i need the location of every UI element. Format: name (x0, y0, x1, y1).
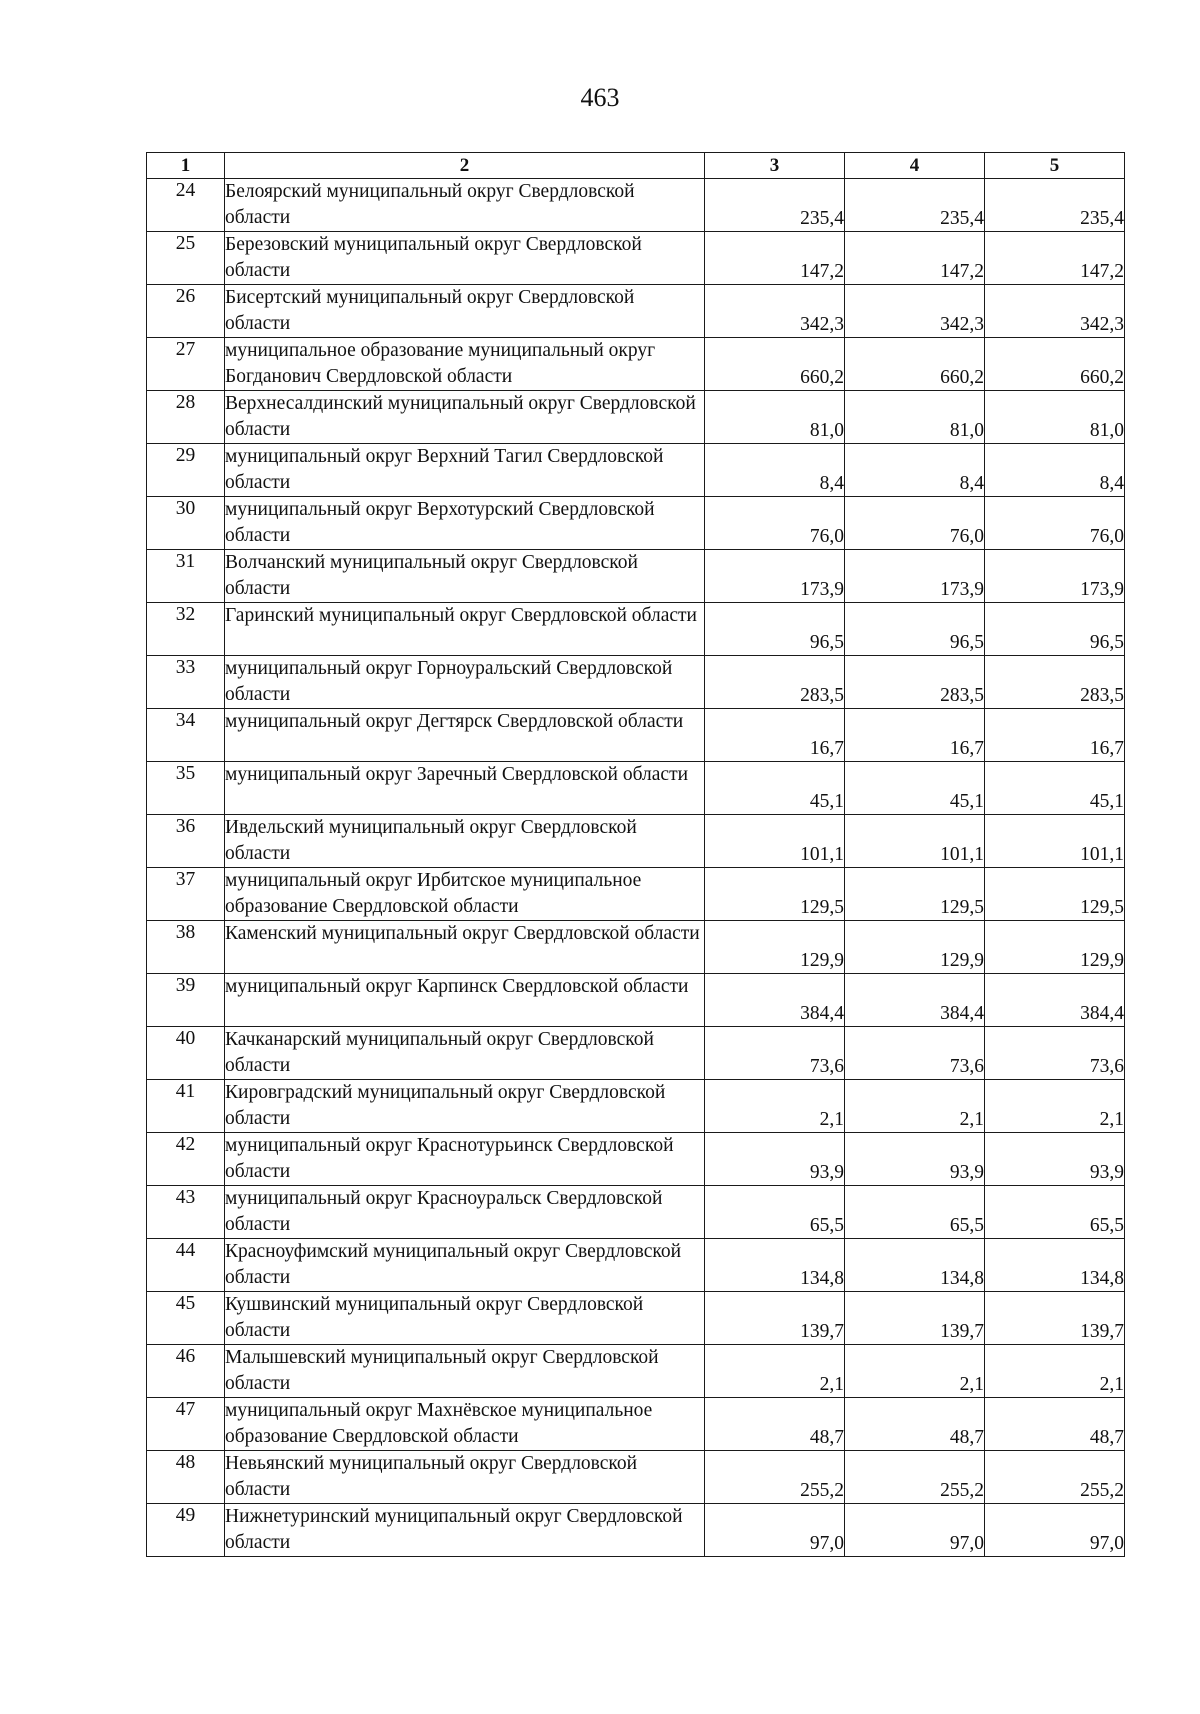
value-col-4: 73,6 (845, 1027, 985, 1080)
column-header-4: 4 (845, 153, 985, 179)
row-number: 34 (147, 709, 225, 762)
value-col-3: 81,0 (705, 391, 845, 444)
value-col-4: 96,5 (845, 603, 985, 656)
value-col-5: 73,6 (985, 1027, 1125, 1080)
row-number: 43 (147, 1186, 225, 1239)
municipality-name: Каменский муниципальный округ Свердловской области (225, 921, 705, 974)
table-row (147, 815, 1125, 868)
municipality-name: муниципальный округ Верхний Тагил Свердловской области (225, 444, 705, 497)
row-number: 28 (147, 391, 225, 444)
value-col-5: 2,1 (985, 1080, 1125, 1133)
value-col-5: 342,3 (985, 285, 1125, 338)
row-number: 31 (147, 550, 225, 603)
value-col-5: 93,9 (985, 1133, 1125, 1186)
row-number: 44 (147, 1239, 225, 1292)
table-row (147, 1345, 1125, 1398)
value-col-5: 384,4 (985, 974, 1125, 1027)
municipality-name: муниципальный округ Заречный Свердловской области (225, 762, 705, 815)
municipality-name: муниципальное образование муниципальный округ Богданович Свердловской области (225, 338, 705, 391)
value-col-4: 8,4 (845, 444, 985, 497)
value-col-3: 97,0 (705, 1504, 845, 1557)
value-col-3: 342,3 (705, 285, 845, 338)
value-col-4: 65,5 (845, 1186, 985, 1239)
table-row (147, 974, 1125, 1027)
column-header-5: 5 (985, 153, 1125, 179)
table-row (147, 497, 1125, 550)
row-number: 39 (147, 974, 225, 1027)
value-col-4: 76,0 (845, 497, 985, 550)
value-col-5: 101,1 (985, 815, 1125, 868)
value-col-3: 48,7 (705, 1398, 845, 1451)
value-col-4: 16,7 (845, 709, 985, 762)
value-col-3: 8,4 (705, 444, 845, 497)
value-col-5: 81,0 (985, 391, 1125, 444)
value-col-4: 139,7 (845, 1292, 985, 1345)
municipality-name: муниципальный округ Ирбитское муниципальное образование Свердловской области (225, 868, 705, 921)
table-row (147, 1080, 1125, 1133)
value-col-4: 81,0 (845, 391, 985, 444)
value-col-3: 129,5 (705, 868, 845, 921)
value-col-3: 2,1 (705, 1080, 845, 1133)
municipality-name: Белоярский муниципальный округ Свердловской области (225, 179, 705, 232)
row-number: 49 (147, 1504, 225, 1557)
value-col-3: 173,9 (705, 550, 845, 603)
table-row (147, 285, 1125, 338)
value-col-3: 255,2 (705, 1451, 845, 1504)
value-col-5: 76,0 (985, 497, 1125, 550)
value-col-3: 139,7 (705, 1292, 845, 1345)
table-row (147, 709, 1125, 762)
municipality-name: Нижнетуринский муниципальный округ Свердловской области (225, 1504, 705, 1557)
municipality-name: Кировградский муниципальный округ Свердловской области (225, 1080, 705, 1133)
value-col-5: 283,5 (985, 656, 1125, 709)
value-col-3: 283,5 (705, 656, 845, 709)
value-col-3: 235,4 (705, 179, 845, 232)
value-col-5: 129,9 (985, 921, 1125, 974)
table-header (147, 153, 1125, 179)
value-col-5: 65,5 (985, 1186, 1125, 1239)
row-number: 41 (147, 1080, 225, 1133)
value-col-4: 2,1 (845, 1345, 985, 1398)
column-header-3: 3 (705, 153, 845, 179)
table-row (147, 338, 1125, 391)
value-col-4: 147,2 (845, 232, 985, 285)
value-col-5: 660,2 (985, 338, 1125, 391)
row-number: 42 (147, 1133, 225, 1186)
value-col-4: 342,3 (845, 285, 985, 338)
table-row (147, 391, 1125, 444)
value-col-5: 97,0 (985, 1504, 1125, 1557)
table-body (147, 179, 1125, 1557)
table-row (147, 1398, 1125, 1451)
value-col-5: 173,9 (985, 550, 1125, 603)
value-col-4: 384,4 (845, 974, 985, 1027)
column-header-1: 1 (147, 153, 225, 179)
municipality-name: Красноуфимский муниципальный округ Свердловской области (225, 1239, 705, 1292)
row-number: 37 (147, 868, 225, 921)
row-number: 47 (147, 1398, 225, 1451)
table-row (147, 444, 1125, 497)
municipality-name: Ивдельский муниципальный округ Свердловской области (225, 815, 705, 868)
table-row (147, 656, 1125, 709)
table-row (147, 1451, 1125, 1504)
row-number: 30 (147, 497, 225, 550)
value-col-5: 45,1 (985, 762, 1125, 815)
value-col-5: 96,5 (985, 603, 1125, 656)
value-col-3: 2,1 (705, 1345, 845, 1398)
table-row (147, 1504, 1125, 1557)
municipality-name: муниципальный округ Горноуральский Свердловской области (225, 656, 705, 709)
value-col-3: 384,4 (705, 974, 845, 1027)
municipality-name: Малышевский муниципальный округ Свердловской области (225, 1345, 705, 1398)
value-col-4: 45,1 (845, 762, 985, 815)
table-row (147, 603, 1125, 656)
municipality-name: муниципальный округ Махнёвское муниципальное образование Свердловской области (225, 1398, 705, 1451)
value-col-4: 173,9 (845, 550, 985, 603)
municipality-name: Верхнесалдинский муниципальный округ Свердловской области (225, 391, 705, 444)
row-number: 25 (147, 232, 225, 285)
municipality-name: муниципальный округ Красноуральск Свердловской области (225, 1186, 705, 1239)
value-col-3: 93,9 (705, 1133, 845, 1186)
value-col-4: 129,5 (845, 868, 985, 921)
value-col-5: 48,7 (985, 1398, 1125, 1451)
value-col-3: 660,2 (705, 338, 845, 391)
row-number: 29 (147, 444, 225, 497)
value-col-4: 129,9 (845, 921, 985, 974)
value-col-5: 134,8 (985, 1239, 1125, 1292)
value-col-4: 235,4 (845, 179, 985, 232)
value-col-4: 134,8 (845, 1239, 985, 1292)
value-col-3: 65,5 (705, 1186, 845, 1239)
municipality-name: Невьянский муниципальный округ Свердловской области (225, 1451, 705, 1504)
row-number: 46 (147, 1345, 225, 1398)
table-row (147, 550, 1125, 603)
municipality-name: Кушвинский муниципальный округ Свердловской области (225, 1292, 705, 1345)
value-col-4: 48,7 (845, 1398, 985, 1451)
table-row (147, 1186, 1125, 1239)
value-col-5: 255,2 (985, 1451, 1125, 1504)
value-col-3: 147,2 (705, 232, 845, 285)
table-row (147, 1133, 1125, 1186)
row-number: 27 (147, 338, 225, 391)
value-col-3: 101,1 (705, 815, 845, 868)
value-col-4: 93,9 (845, 1133, 985, 1186)
municipality-name: муниципальный округ Дегтярск Свердловской области (225, 709, 705, 762)
row-number: 33 (147, 656, 225, 709)
value-col-3: 73,6 (705, 1027, 845, 1080)
row-number: 45 (147, 1292, 225, 1345)
table-row (147, 868, 1125, 921)
value-col-5: 16,7 (985, 709, 1125, 762)
table-row (147, 1027, 1125, 1080)
row-number: 36 (147, 815, 225, 868)
table-row (147, 921, 1125, 974)
value-col-4: 255,2 (845, 1451, 985, 1504)
municipality-name: Березовский муниципальный округ Свердловской области (225, 232, 705, 285)
municipality-name: муниципальный округ Карпинск Свердловской области (225, 974, 705, 1027)
municipality-name: Качканарский муниципальный округ Свердловской области (225, 1027, 705, 1080)
row-number: 38 (147, 921, 225, 974)
table-row (147, 179, 1125, 232)
row-number: 40 (147, 1027, 225, 1080)
page-number: 463 (580, 83, 620, 112)
row-number: 35 (147, 762, 225, 815)
row-number: 32 (147, 603, 225, 656)
column-header-2: 2 (225, 153, 705, 179)
municipality-name: Волчанский муниципальный округ Свердловской области (225, 550, 705, 603)
municipality-name: муниципальный округ Краснотурьинск Свердловской области (225, 1133, 705, 1186)
value-col-3: 134,8 (705, 1239, 845, 1292)
data-table (146, 152, 1125, 1557)
value-col-5: 139,7 (985, 1292, 1125, 1345)
value-col-4: 97,0 (845, 1504, 985, 1557)
municipality-name: Бисертский муниципальный округ Свердловской области (225, 285, 705, 338)
value-col-4: 101,1 (845, 815, 985, 868)
value-col-4: 660,2 (845, 338, 985, 391)
value-col-5: 235,4 (985, 179, 1125, 232)
value-col-4: 283,5 (845, 656, 985, 709)
table-row (147, 232, 1125, 285)
value-col-5: 8,4 (985, 444, 1125, 497)
row-number: 48 (147, 1451, 225, 1504)
municipality-name: муниципальный округ Верхотурский Свердловской области (225, 497, 705, 550)
row-number: 24 (147, 179, 225, 232)
table-row (147, 1239, 1125, 1292)
municipality-name: Гаринский муниципальный округ Свердловской области (225, 603, 705, 656)
value-col-5: 147,2 (985, 232, 1125, 285)
table-row (147, 762, 1125, 815)
value-col-5: 129,5 (985, 868, 1125, 921)
value-col-3: 129,9 (705, 921, 845, 974)
table-row (147, 1292, 1125, 1345)
value-col-5: 2,1 (985, 1345, 1125, 1398)
value-col-3: 16,7 (705, 709, 845, 762)
header-row (147, 153, 1125, 179)
value-col-3: 96,5 (705, 603, 845, 656)
row-number: 26 (147, 285, 225, 338)
value-col-3: 45,1 (705, 762, 845, 815)
value-col-3: 76,0 (705, 497, 845, 550)
value-col-4: 2,1 (845, 1080, 985, 1133)
